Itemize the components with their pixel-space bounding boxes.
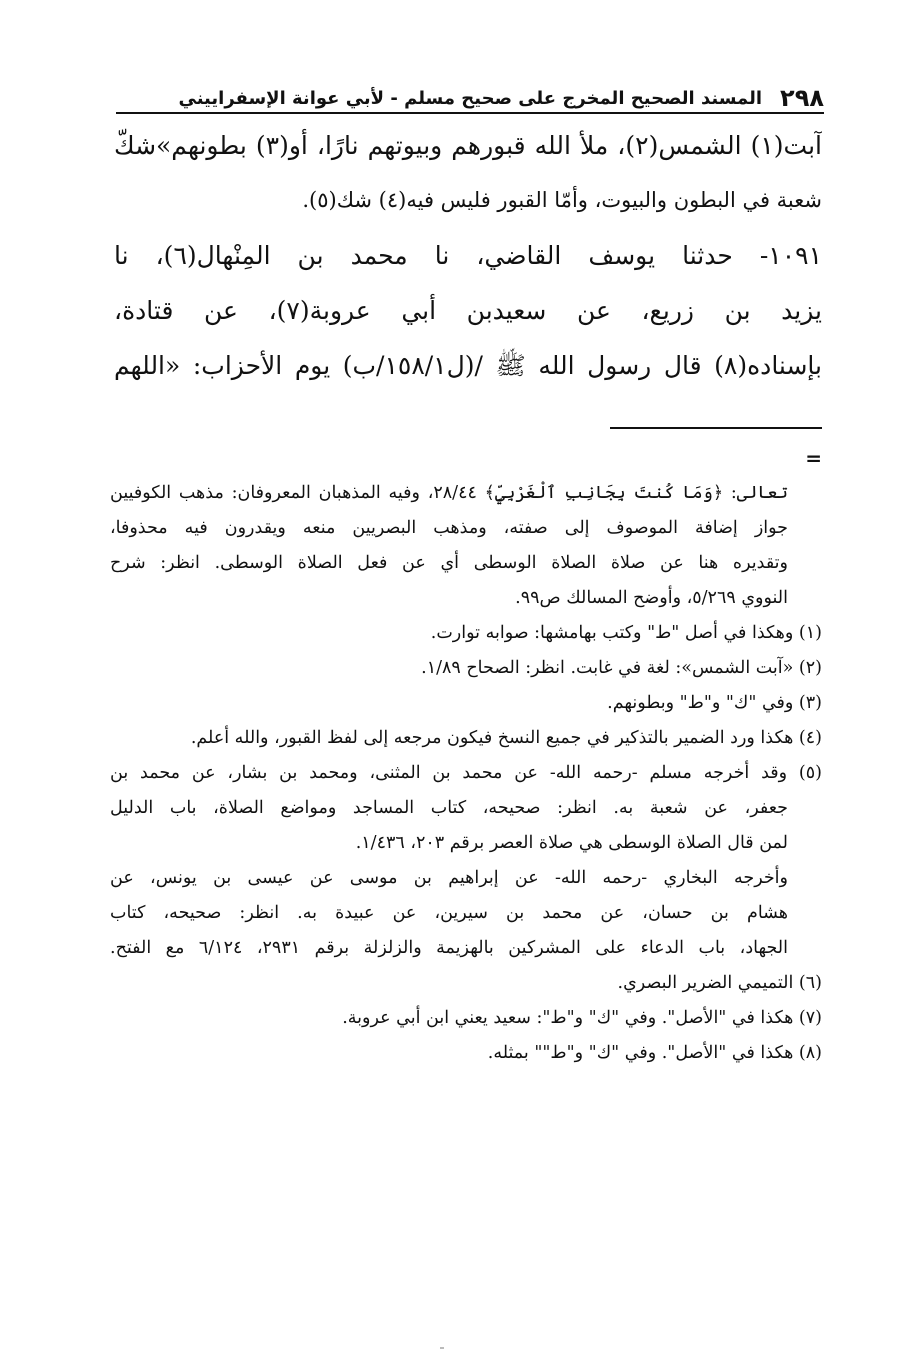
hadith-number-line: ١٠٩١- حدثنا يوسف القاضي، نا محمد بن المِنْهال(٦)، نا [114,241,822,270]
footnote-item: (٨) هكذا في "الأصل". وفي "ك" و"ط"" بمثله. [487,1043,822,1063]
footnote-item: (٦) التميمي الضرير البصري. [617,973,822,993]
footnote-line: وأخرجه البخاري -رحمه الله- عن إبراهيم بن موسى عن عيسى بن يونس، عن [110,868,788,888]
footnote-line: الجهاد، باب الدعاء على المشركين بالهزيمة والزلزلة برقم ٢٩٣١، ٦/١٢٤ مع الفتح. [110,938,789,958]
footnote-line: جواز إضافة الموصوف إلى صفته، ومذهب البصريين منعه ويقدرون فيه محذوفا، [110,518,788,538]
footnote-item: (٣) وفي "ك" و"ط" وبطونهم. [607,693,822,713]
footnote-item: (٢) «آبت الشمس»: لغة في غابت. انظر: الصحاح ١/٨٩. [421,658,822,678]
page-header [116,82,824,114]
running-title: المسند الصحيح المخرج على صحيح مسلم - لأبي عوانة الإسفراييني [178,88,763,109]
main-line: يزيد بن زريع، عن سعيدبن أبي عروبة(٧)، عن قتادة، [114,296,822,325]
main-line: آبت(١) الشمس(٢)، ملأ الله قبورهم وبيوتهم نارًا، أو(٣) بطونهم»شكّ [114,131,822,160]
continuation-mark: = [805,446,822,470]
footnote-line: جعفر، عن شعبة به. انظر: صحيحه، كتاب المساجد ومواضع الصلاة، باب الدليل [110,798,788,818]
scan-speck [440,1347,444,1349]
footnote-line: تعالى: ﴿وَمَا كُنتَ بِجَانِبِ ٱلْغَرْبِيِّ﴾ ٢٨/٤٤، وفيه المذهبان المعروفان: مذهب الكوفيين [110,483,788,503]
footnote-line: هشام بن حسان، عن محمد بن سيرين، عن عبيدة به. انظر: صحيحه، كتاب [110,903,788,923]
footnote-item: (١) وهكذا في أصل "ط" وكتب بهامشها: صوابه توارت. [430,623,822,643]
footnote-line: النووي ٥/٢٦٩، وأوضح المسالك ص٩٩. [515,588,788,608]
footnote-separator [610,427,822,429]
main-line: بإسناده(٨) قال رسول الله ﷺ /(ل١٥٨/١/ب) يوم الأحزاب: «اللهم [114,351,822,380]
page-number: ٢٩٨ [780,84,824,112]
main-line: شعبة في البطون والبيوت، وأمّا القبور فليس فيه(٤) شك(٥). [302,188,822,212]
main-text [114,118,822,393]
footnotes [110,476,822,1071]
footnote-line: وتقديره هنا عن صلاة الصلاة الوسطى أي عن فعل الصلاة الوسطى. انظر: شرح [110,553,788,573]
footnote-item: (٥) وقد أخرجه مسلم -رحمه الله- عن محمد بن المثنى، ومحمد بن بشار، عن محمد بن [110,763,822,783]
footnote-line: لمن قال الصلاة الوسطى هي صلاة العصر برقم ٢٠٣، ١/٤٣٦. [355,833,788,853]
footnote-item: (٤) هكذا ورد الضمير بالتذكير في جميع النسخ فيكون مرجعه إلى لفظ القبور، والله أعلم. [190,728,822,748]
footnote-item: (٧) هكذا في "الأصل". وفي "ك" و"ط": سعيد يعني ابن أبي عروبة. [342,1008,822,1028]
